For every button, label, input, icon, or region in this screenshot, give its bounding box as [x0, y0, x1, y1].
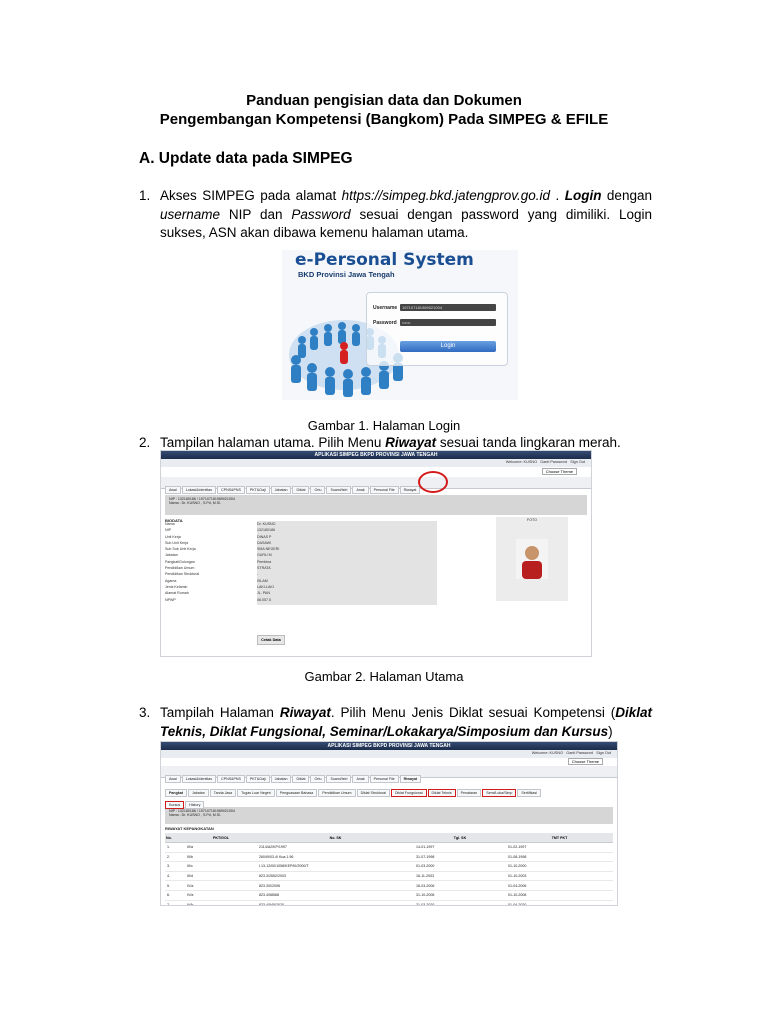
login-subtitle: BKD Provinsi Jawa Tengah — [298, 270, 395, 279]
subtab-kursus[interactable]: Kursus — [165, 801, 184, 809]
photo-label: FOTO — [527, 518, 537, 522]
subtab-penataran[interactable]: Penataran — [457, 789, 482, 797]
table-cell: III/d — [185, 871, 257, 881]
cetak-data-button[interactable]: Cetak Data — [257, 635, 285, 645]
table-cell: 16-11-2003 — [414, 871, 506, 881]
subtab-diklat-struktural[interactable]: Diklat Struktural — [357, 789, 390, 797]
nip-line: NIP : 132180186 / 197107181989021004 — [169, 497, 235, 501]
table-row — [165, 900, 613, 906]
app-title-bar: APLIKASI SIMPEG BKPD PROVINSI JAWA TENGAH — [161, 451, 591, 459]
table-cell: 01-10-2003 — [506, 871, 613, 881]
table-cell: III/c — [185, 862, 257, 872]
table-cell: 16-03-2006 — [414, 881, 506, 891]
table-cell: 01-10-2000 — [506, 862, 613, 872]
password-label: Password — [373, 320, 397, 326]
employee-info-box — [165, 495, 587, 515]
step1-number: 1. — [139, 188, 151, 203]
user-bar — [161, 459, 591, 467]
login-screenshot — [282, 250, 518, 400]
biodata-heading: BIODATA — [165, 518, 183, 523]
caption-2: Gambar 2. Halaman Utama — [304, 669, 464, 684]
username-label: Username — [373, 305, 398, 311]
tab-personal-file[interactable]: Personal File — [370, 486, 399, 494]
table-row — [165, 871, 613, 881]
table-cell: IV/b — [185, 900, 257, 906]
tab-cpns[interactable]: CPNS&PNS — [217, 486, 245, 494]
login-brand: e-Personal System — [295, 250, 474, 270]
table-cell: 823.3/2652/2003 — [257, 871, 414, 881]
name-line: Nama : Dr. KUSNO , S.Pd, M.Si. — [169, 501, 221, 505]
tab-jabatan[interactable]: Jabatan — [271, 486, 292, 494]
table-header: No. PKT/GOL No. SK Tgl. SK TMT PKT — [165, 833, 613, 843]
table-cell: IV/a — [185, 890, 257, 900]
table-cell: I.13-12/00/1058/KEP/III/2000/T — [257, 862, 414, 872]
table-cell: 01-08-1998 — [506, 852, 613, 862]
table-cell: 01-02-1997 — [506, 843, 613, 853]
user-links: Welcome: KUSNO Ganti Password Sign Out — [505, 460, 585, 464]
tab-lokasi[interactable]: Lokasi&Identitas — [182, 486, 216, 494]
step3-number: 3. — [139, 705, 151, 720]
table-cell: 31-10-2008 — [414, 890, 506, 900]
subtab-history[interactable]: History — [185, 801, 204, 809]
table-cell: 2114/A2/KP/1997 — [257, 843, 414, 853]
riwayat-info-box: NIP : 132180186 / 197107181989021004 Nama : Dr. KUSNO , S.Pd, M.Si. — [165, 807, 613, 824]
table-cell: 01-04-2020 — [506, 900, 613, 906]
choose-theme-select[interactable]: Choose Theme — [542, 468, 577, 475]
table-cell: 26049/03.4/ Kua.1.96 — [257, 852, 414, 862]
step3-text: Tampilah Halaman Riwayat. Pilih Menu Jenis Diklat sesuai Kompetensi (Diklat Teknis, Diklat Fungsional, Seminar/Lokakarya/Simposium dan Kursus) — [160, 705, 652, 739]
subtab-jabatan[interactable]: Jabatan — [188, 789, 209, 797]
step2-text: Tampilan halaman utama. Pilih Menu Riwayat sesuai tanda lingkaran merah. — [160, 435, 621, 450]
simpeg-url: https://simpeg.bkd.jatengprov.go.id — [341, 188, 551, 203]
table-cell: 01-03-2000 — [414, 862, 506, 872]
riwayat-user-bar: Welcome: KUSNO Ganti Password Sign Out — [161, 750, 617, 758]
riwayat-kepangkatan-heading: RIWAYAT KEPANGKATAN — [165, 826, 214, 831]
riwayat-highlight-circle — [418, 471, 448, 493]
riwayat-main-tabs: Awal Lokasi&Identitas CPNS&PNS PKT&Gaji Jabatan Diklat Ortu Suami/Istri Anak Personal File Riwayat — [161, 766, 617, 778]
main-page-screenshot — [160, 450, 592, 657]
tab-riwayat[interactable]: Riwayat — [400, 486, 421, 494]
riwayat-table — [165, 833, 613, 906]
section-a-heading: A. Update data pada SIMPEG — [139, 150, 353, 167]
table-cell: 823.4/58568 — [257, 890, 414, 900]
table-cell: 4. — [165, 871, 185, 881]
table-cell: III/b — [185, 852, 257, 862]
table-cell: IV/a — [185, 881, 257, 891]
subtab-pendidikan-umum[interactable]: Pendidikan Umum — [318, 789, 355, 797]
step1-text: Akses SIMPEG pada alamat https://simpeg.bkd.jatengprov.go.id . Login dengan username NIP dan Password sesuai dengan password yang dimiliki. Login sukses, ASN akan dibawa kemenu halaman utama. — [160, 188, 652, 240]
login-form — [366, 292, 508, 366]
table-row — [165, 843, 613, 853]
table-cell: 7. — [165, 900, 185, 906]
tab-ortu[interactable]: Ortu — [310, 486, 325, 494]
table-cell: 01-10-2008 — [506, 890, 613, 900]
table-cell: 01-04-2006 — [506, 881, 613, 891]
username-input[interactable]: 197107181989021004 — [400, 304, 496, 311]
doc-title-line2: Pengembangan Kompetensi (Bangkom) Pada SIMPEG & EFILE — [159, 111, 609, 128]
biodata-labels: Nama NIP Unit Kerja Sub Unit Kerja Sub Sub Unit Kerja Jabatan Pangkat/Golongan Pendidikan Umum Pendidikan Struktural Agama Jenis Kelamin Alamat Rumah NPWP — [165, 522, 200, 602]
table-row — [165, 881, 613, 891]
main-tabs — [161, 477, 591, 492]
subtab-diklat-fungsional[interactable]: Diklat Fungsional — [391, 789, 427, 797]
caption-1: Gambar 1. Halaman Login — [307, 418, 461, 433]
employee-photo — [516, 539, 548, 579]
subtab-pangkat[interactable]: Pangkat — [165, 789, 187, 797]
login-button[interactable]: Login — [400, 341, 496, 352]
table-cell: 3. — [165, 862, 185, 872]
table-row — [165, 862, 613, 872]
table-cell: 1. — [165, 843, 185, 853]
password-input[interactable]: •••••• — [400, 319, 496, 326]
subtab-seminar[interactable]: Semi/Loka/Simp — [482, 789, 516, 797]
table-cell: 31-07-1998 — [414, 852, 506, 862]
doc-title-line1: Panduan pengisian data dan Dokumen — [246, 92, 522, 109]
table-cell: 6. — [165, 890, 185, 900]
tab-anak[interactable]: Anak — [352, 486, 368, 494]
tab-suami-istri[interactable]: Suami/Istri — [326, 486, 351, 494]
table-row — [165, 852, 613, 862]
tab-diklat[interactable]: Diklat — [292, 486, 309, 494]
subtab-tugas-luar-negeri[interactable]: Tugas Luar Negeri — [237, 789, 275, 797]
table-cell: III/a — [185, 843, 257, 853]
table-row — [165, 890, 613, 900]
subtab-tanda-jasa[interactable]: Tanda Jasa — [210, 789, 236, 797]
riwayat-page-screenshot — [160, 741, 618, 906]
biodata-values: Dr. KUSNO 132180186 DINAS P DASAWI SMA NEGERI GURU M Pembina STRATA - ISLAM LAKI-LAKI JL. PAN 08.057.5 — [257, 521, 437, 605]
table-cell: 823.3/0/2006 — [257, 881, 414, 891]
theme-row — [161, 467, 591, 477]
table-cell: 14-01-1997 — [414, 843, 506, 853]
tab-riwayat-active[interactable]: Riwayat — [400, 775, 422, 783]
subtab-sertifikasi[interactable]: Sertifikasi — [517, 789, 541, 797]
subtab-penguasaan-bahasa[interactable]: Penguasaan Bahasa — [276, 789, 317, 797]
step2-number: 2. — [139, 435, 151, 450]
riwayat-choose-theme[interactable]: Choose Theme — [568, 758, 603, 765]
tab-awal[interactable]: Awal — [165, 486, 181, 494]
table-cell: 5. — [165, 881, 185, 891]
photo-panel — [496, 517, 568, 601]
tab-pkt[interactable]: PKT&Gaji — [246, 486, 270, 494]
table-cell: 2. — [165, 852, 185, 862]
riwayat-title-bar: APLIKASI SIMPEG BKPD PROVINSI JAWA TENGAH — [161, 742, 617, 750]
subtab-diklat-teknis[interactable]: Diklat Teknis — [428, 789, 456, 797]
table-cell: 21-03-2020 — [414, 900, 506, 906]
table-cell: 823.4/545/2020 — [257, 900, 414, 906]
